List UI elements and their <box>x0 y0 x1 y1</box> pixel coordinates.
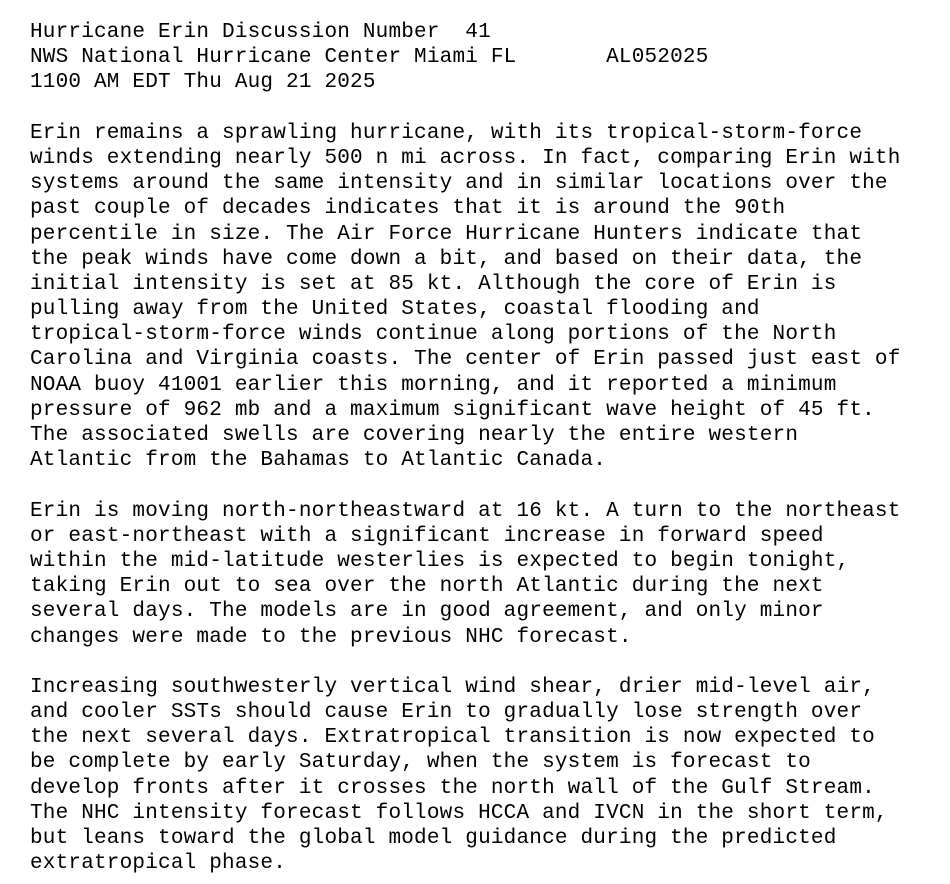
spacer <box>30 473 945 498</box>
text-line: pressure of 962 mb and a maximum significant wave height of 45 ft. <box>30 398 875 422</box>
text-line: changes were made to the previous NHC forecast. <box>30 625 632 649</box>
text-line: percentile in size. The Air Force Hurricane Hunters indicate that <box>30 222 863 246</box>
paragraph-intensity <box>30 675 945 877</box>
spacer <box>30 650 945 675</box>
discussion-title: Hurricane Erin Discussion Number 41 <box>30 21 491 44</box>
text-line: past couple of decades indicates that it is around the 90th <box>30 197 786 221</box>
spacer <box>30 96 945 121</box>
text-line: and cooler SSTs should cause Erin to gradually lose strength over <box>30 701 863 725</box>
text-line: Atlantic from the Bahamas to Atlantic Canada. <box>30 449 607 473</box>
text-line: within the mid-latitude westerlies is expected to begin tonight, <box>30 549 850 573</box>
text-line: Erin remains a sprawling hurricane, with its tropical-storm-force <box>30 121 863 145</box>
text-line: Erin is moving north-northeastward at 16 kt. A turn to the northeast <box>30 499 901 523</box>
text-line: systems around the same intensity and in similar locations over the <box>30 172 888 196</box>
paragraph-structure <box>30 121 945 474</box>
issue-time: 1100 AM EDT Thu Aug 21 2025 <box>30 71 376 95</box>
discussion-header <box>30 20 945 96</box>
text-line: but leans toward the global model guidance during the predicted <box>30 827 837 850</box>
issuing-office: NWS National Hurricane Center Miami FL AL052025 <box>30 46 709 70</box>
text-line: winds extending nearly 500 n mi across. In fact, comparing Erin with <box>30 146 901 170</box>
text-line: develop fronts after it crosses the north wall of the Gulf Stream. <box>30 776 875 800</box>
text-line: taking Erin out to sea over the north Atlantic during the next <box>30 575 824 599</box>
text-line: the peak winds have come down a bit, and based on their data, the <box>30 247 863 271</box>
text-line: NOAA buoy 41001 earlier this morning, and it reported a minimum <box>30 373 837 397</box>
text-line: The NHC intensity forecast follows HCCA and IVCN in the short term, <box>30 801 888 825</box>
text-line: extratropical phase. <box>30 852 287 876</box>
text-line: Carolina and Virginia coasts. The center of Erin passed just east of <box>30 348 901 372</box>
text-line: The associated swells are covering nearly the entire western <box>30 424 799 447</box>
text-line: tropical-storm-force winds continue along portions of the North <box>30 323 837 347</box>
text-line: the next several days. Extratropical transition is now expected to <box>30 726 875 750</box>
text-line: Increasing southwesterly vertical wind shear, drier mid-level air, <box>30 675 875 699</box>
text-line: initial intensity is set at 85 kt. Although the core of Erin is <box>30 272 837 296</box>
discussion-document <box>30 20 945 876</box>
text-line: several days. The models are in good agreement, and only minor <box>30 600 824 624</box>
text-line: be complete by early Saturday, when the system is forecast to <box>30 751 811 775</box>
text-line: pulling away from the United States, coastal flooding and <box>30 298 760 322</box>
paragraph-track <box>30 499 945 650</box>
text-line: or east-northeast with a significant increase in forward speed <box>30 524 824 548</box>
